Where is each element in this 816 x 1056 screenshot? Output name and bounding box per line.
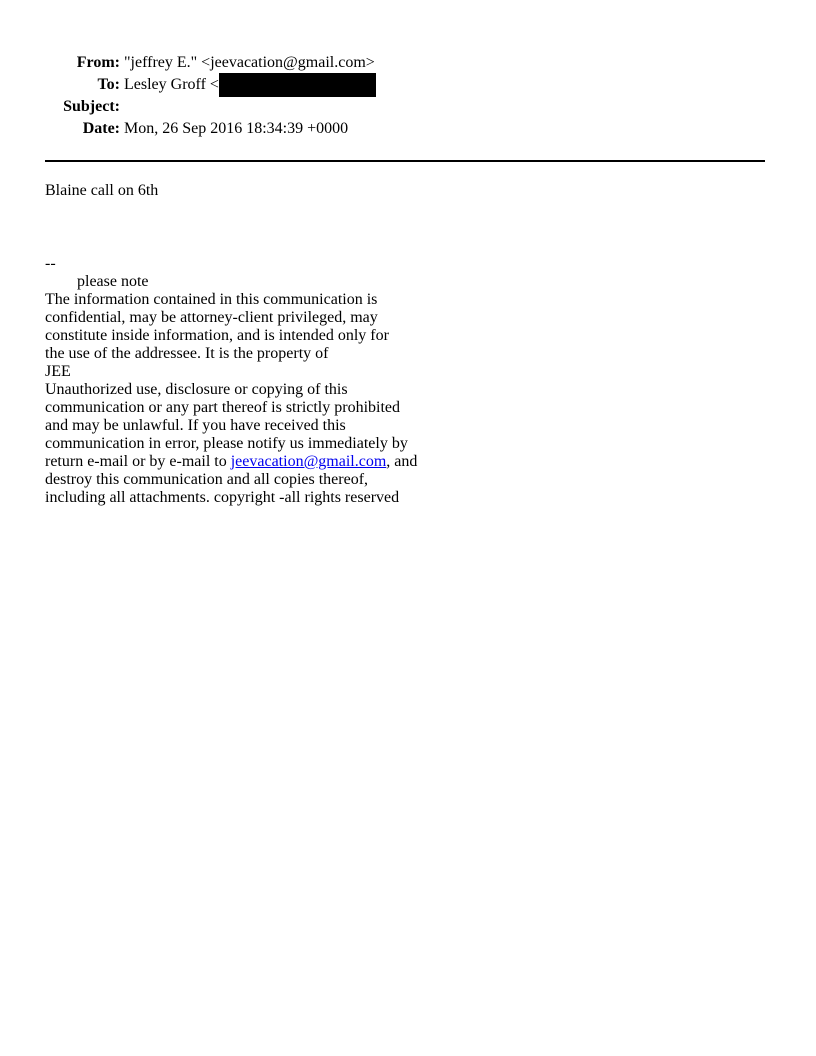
header-divider <box>45 160 765 162</box>
subject-label: Subject: <box>63 98 120 115</box>
signature-note: please note <box>77 273 149 290</box>
message-body: Blaine call on 6th <box>45 182 159 199</box>
disclaimer-line: including all attachments. copyright -all rights reserved <box>45 489 400 506</box>
from-value: "jeffrey E." <jeevacation@gmail.com> <box>124 54 375 71</box>
disclaimer-line: communication in error, please notify us immediately by <box>45 435 408 452</box>
signature-block <box>45 255 417 507</box>
disclaimer-line: JEE <box>45 363 71 380</box>
to-label: To: <box>97 76 120 93</box>
disclaimer-line: Unauthorized use, disclosure or copying of this <box>45 381 348 398</box>
email-link[interactable]: jeevacation@gmail.com <box>230 453 387 470</box>
from-row <box>0 52 816 74</box>
date-value: Mon, 26 Sep 2016 18:34:39 +0000 <box>124 120 349 137</box>
disclaimer-line-with-link <box>45 453 417 471</box>
disclaimer-line: The information contained in this communication is <box>45 291 378 308</box>
disclaimer-line: and may be unlawful. If you have received this <box>45 417 346 434</box>
disclaimer-line: communication or any part thereof is strictly prohibited <box>45 399 401 416</box>
disclaimer-line: constitute inside information, and is intended only for <box>45 327 389 344</box>
email-header <box>0 52 816 140</box>
to-value-text: Lesley Groff < <box>124 76 219 93</box>
disclaimer-line: destroy this communication and all copies thereof, <box>45 471 369 488</box>
to-row <box>0 74 816 96</box>
date-label: Date: <box>82 120 120 137</box>
return-suffix: , and <box>386 453 418 470</box>
disclaimer-line: confidential, may be attorney-client privileged, may <box>45 309 378 326</box>
disclaimer-line: the use of the addressee. It is the property of <box>45 345 329 362</box>
signature-separator: -- <box>45 255 56 272</box>
redaction-box <box>219 73 376 97</box>
date-row <box>0 118 816 140</box>
subject-row <box>0 96 816 118</box>
return-prefix: return e-mail or by e-mail to <box>45 453 231 470</box>
from-label: From: <box>76 54 120 71</box>
to-value <box>120 74 376 97</box>
